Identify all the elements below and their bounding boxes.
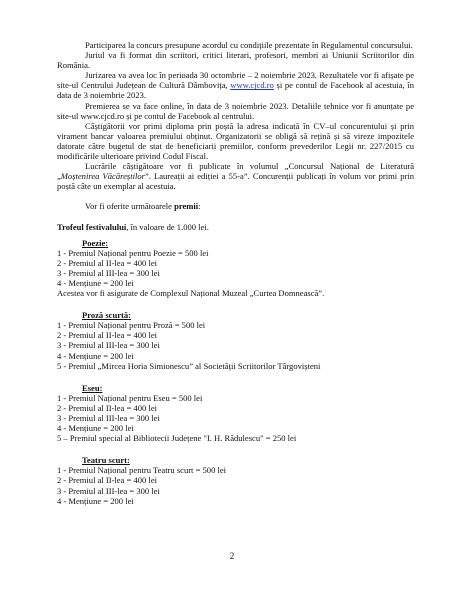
paragraph-jury: Juriul va fi format din scriitori, critici literari, profesori, membri ai Uniunii Scriitorilor din România. bbox=[57, 50, 414, 71]
prizes-intro-text: Vor fi oferite următoarele bbox=[85, 201, 175, 212]
section-title-proza: Proză scurtă: bbox=[82, 310, 131, 321]
list-item: 3 - Premiul al III-lea = 300 lei bbox=[57, 340, 160, 351]
section-title-eseu: Eseu: bbox=[82, 382, 103, 393]
list-item: 4 - Mențiune = 200 lei bbox=[57, 423, 134, 434]
page-content bbox=[57, 40, 414, 506]
list-item: 4 - Mențiune = 200 lei bbox=[57, 350, 134, 361]
paragraph-winners: Câștigătorii vor primi diploma prin poștă la adresa indicată în CV–ul concurentului și prin virament bancar valoarea premiului obținut. Organizatorii se obligă să rețină și să vireze impozitele datorate către bugetul de stat de beneficiarii premiilor, conform prevederilor Legii nr. 227/2015 cu modificările ulterioare privind Codul Fiscal. bbox=[57, 120, 414, 162]
jury-dates-text-2: și pe contul de Facebook al acestuia, în data de 3 noiembrie 2023. bbox=[57, 80, 414, 101]
trophy-line bbox=[57, 222, 414, 232]
list-item: 4 - Mențiune = 200 lei bbox=[57, 277, 134, 288]
list-item: 3 - Premiul al III-lea = 300 lei bbox=[57, 267, 160, 278]
paragraph-premiere: Premierea se va face online, în data de 3 noiembrie 2023. Detaliile tehnice vor fi anunțate pe site-ul www.cjcd.ro și pe contul de Facebook al centrului. bbox=[57, 100, 414, 121]
list-item: 2 - Premiul al II-lea = 400 lei bbox=[57, 475, 157, 486]
paragraph-publication bbox=[57, 161, 414, 191]
section-title-teatru: Teatru scurt: bbox=[82, 455, 130, 466]
publication-text-2: ”. Laureații ai ediției a 55-a”. Concurenții publicați în volum vor primi prin poștă câte un exemplar al acestuia. bbox=[57, 171, 415, 192]
paragraph-participation: Participarea la concurs presupune acordul cu condițiile prezentate în Regulamentul concursului. bbox=[85, 40, 413, 50]
trophy-value: , în valoare de 1.000 lei. bbox=[126, 221, 209, 232]
trophy-title: Trofeul festivalului bbox=[57, 221, 127, 232]
list-item: 1 - Premiul Național pentru Poezie = 500 lei bbox=[57, 247, 209, 258]
list-item: 5 - Premiul „Mircea Horia Simionescu” al Societății Scriitorilor Târgovișteni bbox=[57, 360, 321, 371]
list-item: 2 - Premiul al II-lea = 400 lei bbox=[57, 257, 157, 268]
list-item: 1 - Premiul Național pentru Eseu = 500 lei bbox=[57, 392, 203, 403]
list-item: 3 - Premiul al III-lea = 300 lei bbox=[57, 485, 160, 496]
prizes-intro-bold: premii bbox=[174, 201, 199, 212]
paragraph-jury-dates bbox=[57, 70, 414, 100]
list-item: 1 - Premiul Național pentru Proză = 500 lei bbox=[57, 320, 206, 331]
list-item: 1 - Premiul Național pentru Teatru scurt = 500 lei bbox=[57, 465, 227, 476]
prizes-intro-colon: : bbox=[198, 201, 201, 212]
list-item: 4 - Mențiune = 200 lei bbox=[57, 495, 134, 506]
prizes-intro bbox=[57, 201, 414, 211]
website-link[interactable]: www.cjcd.ro bbox=[230, 80, 274, 91]
list-item: 2 - Premiul al II-lea = 400 lei bbox=[57, 330, 157, 341]
page-number: 2 bbox=[229, 551, 235, 561]
list-item: 3 - Premiul al III-lea = 300 lei bbox=[57, 413, 160, 423]
list-item: 2 - Premiul al II-lea = 400 lei bbox=[57, 402, 157, 413]
publication-title: Moștenirea Văcăreștilor bbox=[60, 171, 145, 182]
section-title-poezie: Poezie: bbox=[82, 237, 109, 248]
sponsor-note: Acestea vor fi asigurate de Complexul Național Muzeal „Curtea Domnească”. bbox=[57, 288, 325, 299]
publication-text-1: Lucrările câștigătoare vor fi publicate în volumul „Concursul Național de Literatură „ bbox=[57, 161, 414, 182]
list-item: 5 – Premiul special al Bibliotecii Județene "I. H. Rădulescu" = 250 lei bbox=[57, 433, 297, 444]
jury-dates-text-1: Jurizarea va avea loc în perioada 30 octombrie – 2 noiembrie 2023. Rezultatele vor fi afișate pe site-ul Centrului Județean de Cultură Dâmbovița, bbox=[57, 70, 414, 91]
